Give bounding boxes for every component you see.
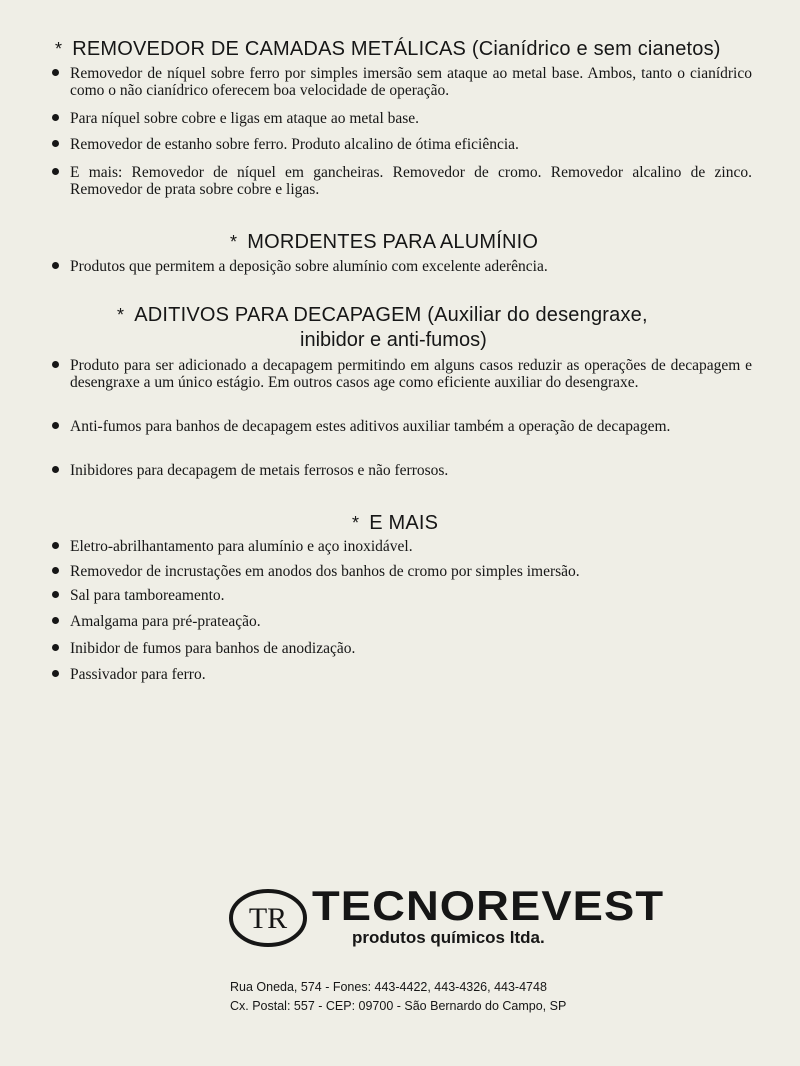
- section-heading-removedor: * REMOVEDOR DE CAMADAS METÁLICAS (Cianídrico e sem cianetos): [55, 38, 721, 60]
- bullet-icon: [52, 591, 59, 598]
- bullet-icon: [52, 262, 59, 269]
- list-item: Anti-fumos para banhos de decapagem estes aditivos auxiliar também a operação de decapagem.: [52, 418, 752, 435]
- list-item: Para níquel sobre cobre e ligas em ataque ao metal base.: [52, 110, 752, 127]
- list-item: Inibidor de fumos para banhos de anodização.: [52, 640, 752, 657]
- bullet-icon: [52, 567, 59, 574]
- bullet-icon: [52, 168, 59, 175]
- bullet-icon: [52, 114, 59, 121]
- list-item: Inibidores para decapagem de metais ferrosos e não ferrosos.: [52, 462, 752, 479]
- list-item: Eletro-abrilhantamento para alumínio e aço inoxidável.: [52, 538, 752, 555]
- bullet-icon: [52, 466, 59, 473]
- list-item: Sal para tamboreamento.: [52, 587, 752, 604]
- address-line: Rua Oneda, 574 - Fones: 443-4422, 443-4326, 443-4748: [230, 980, 547, 994]
- address-line: Cx. Postal: 557 - CEP: 09700 - São Bernardo do Campo, SP: [230, 999, 567, 1013]
- section-heading-mordentes: * MORDENTES PARA ALUMÍNIO: [230, 231, 539, 253]
- logo-letters: TR: [248, 902, 288, 935]
- list-item: Produtos que permitem a deposição sobre alumínio com excelente aderência.: [52, 258, 752, 275]
- tr-monogram-icon: [228, 888, 308, 948]
- bullet-icon: [52, 644, 59, 651]
- list-item: Removedor de níquel sobre ferro por simples imersão sem ataque ao metal base. Ambos, tanto o cianídrico como o não cianídrico oferecem boa velocidade de operação.: [52, 65, 752, 99]
- bullet-icon: [52, 140, 59, 147]
- list-item: Removedor de estanho sobre ferro. Produto alcalino de ótima eficiência.: [52, 136, 752, 153]
- section-heading-aditivos: * ADITIVOS PARA DECAPAGEM (Auxiliar do desengraxe,: [117, 304, 648, 326]
- section-heading-e-mais: * E MAIS: [352, 512, 439, 534]
- bullet-icon: [52, 542, 59, 549]
- bullet-icon: [52, 361, 59, 368]
- list-item: Removedor de incrustações em anodos dos banhos de cromo por simples imersão.: [52, 563, 752, 580]
- section-subtitle-continued: inibidor e anti-fumos): [300, 329, 487, 351]
- list-item: Passivador para ferro.: [52, 666, 752, 683]
- list-item: Produto para ser adicionado a decapagem permitindo em alguns casos reduzir as operações de decapagem e desengraxe a um único estágio. Em outros casos age como eficiente auxiliar do desengraxe.: [52, 357, 752, 391]
- list-item: Amalgama para pré-prateação.: [52, 613, 752, 630]
- bullet-icon: [52, 69, 59, 76]
- bullet-icon: [52, 670, 59, 677]
- list-item: E mais: Removedor de níquel em gancheiras. Removedor de cromo. Removedor alcalino de zinco. Removedor de prata sobre cobre e ligas.: [52, 164, 752, 198]
- brand-name: TECNOREVEST: [312, 882, 665, 929]
- bullet-icon: [52, 422, 59, 429]
- brand-subtitle: produtos químicos ltda.: [352, 928, 545, 947]
- bullet-icon: [52, 617, 59, 624]
